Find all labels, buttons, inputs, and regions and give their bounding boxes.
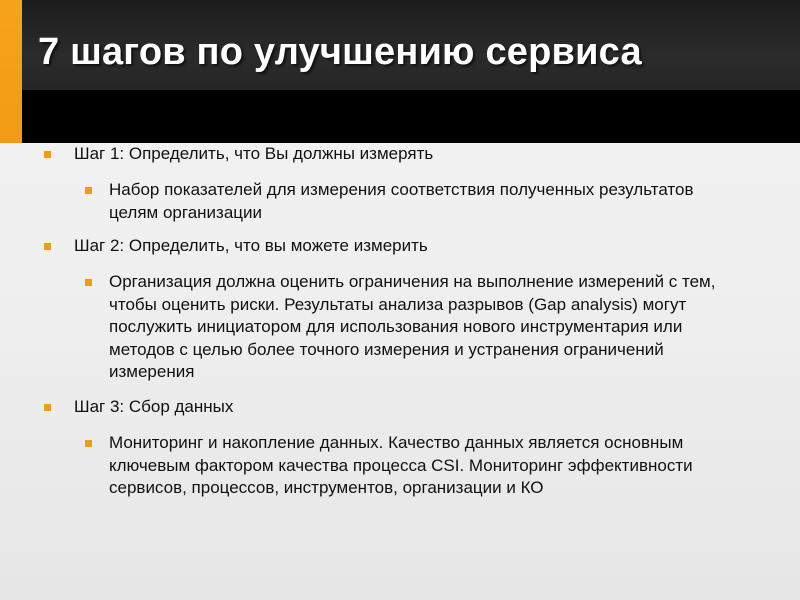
square-bullet-icon: [85, 187, 92, 194]
sub-bullet-step-2: [85, 271, 745, 384]
square-bullet-icon: [44, 243, 51, 250]
title-bar: [0, 0, 800, 143]
sub-bullet-step-3: [85, 432, 745, 500]
step-2-text: Шаг 2: Определить, что вы можете измерить: [74, 236, 428, 255]
slide-title: 7 шагов по улучшению сервиса: [38, 31, 642, 73]
sub-bullet-step-1: [85, 179, 745, 224]
square-bullet-icon: [85, 279, 92, 286]
bullet-step-1: [44, 143, 434, 165]
step-2-detail: Организация должна оценить ограничения на выполнение измерений с тем, чтобы оценить риски. Результаты анализа разрывов (Gap analysis) могут послужить инициатором для использования нового инструментария или методов с целью более точного измерения и устранения ограничений измерения: [109, 272, 716, 381]
step-3-text: Шаг 3: Сбор данных: [74, 397, 234, 416]
bullet-step-3: [44, 396, 234, 418]
accent-bar: [0, 0, 22, 143]
bullet-step-2: [44, 235, 428, 257]
step-3-detail: Мониторинг и накопление данных. Качество данных является основным ключевым фактором качества процесса CSI. Мониторинг эффективности сервисов, процессов, инструментов, организации и КО: [109, 433, 693, 497]
square-bullet-icon: [85, 440, 92, 447]
square-bullet-icon: [44, 151, 51, 158]
step-1-detail: Набор показателей для измерения соответствия полученных результатов целям организации: [109, 180, 694, 222]
step-1-text: Шаг 1: Определить, что Вы должны измерять: [74, 144, 434, 163]
square-bullet-icon: [44, 404, 51, 411]
